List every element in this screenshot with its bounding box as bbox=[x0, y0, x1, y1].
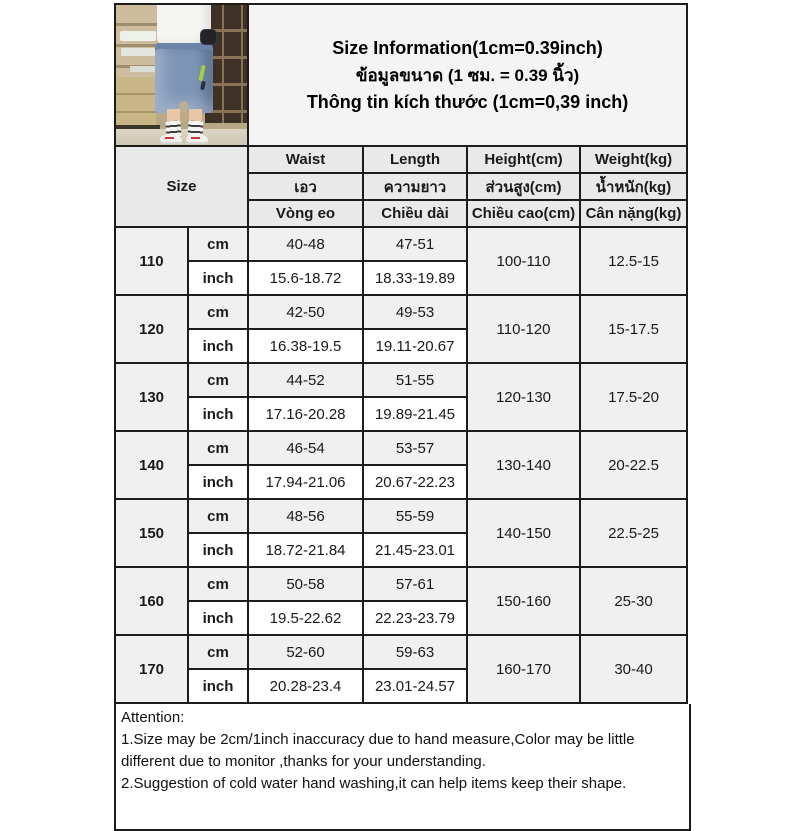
height-range: 150-160 bbox=[467, 567, 580, 635]
weight-range: 20-22.5 bbox=[580, 431, 687, 499]
waist-header-th: เอว bbox=[248, 173, 363, 200]
table-row-140-cm bbox=[115, 431, 687, 465]
size-value: 120 bbox=[115, 295, 188, 363]
height-range: 100-110 bbox=[467, 227, 580, 295]
size-value: 110 bbox=[115, 227, 188, 295]
sneaker-right bbox=[186, 135, 208, 144]
table-row-120-cm bbox=[115, 295, 687, 329]
length-inch: 20.67-22.23 bbox=[363, 465, 467, 499]
length-cm: 59-63 bbox=[363, 635, 467, 669]
waist-inch: 19.5-22.62 bbox=[248, 601, 363, 635]
length-cm: 49-53 bbox=[363, 295, 467, 329]
length-cm: 57-61 bbox=[363, 567, 467, 601]
waist-cm: 48-56 bbox=[248, 499, 363, 533]
unit-cm: cm bbox=[188, 363, 248, 397]
weight-range: 17.5-20 bbox=[580, 363, 687, 431]
attention-heading: Attention: bbox=[121, 709, 185, 726]
height-header-en: Height(cm) bbox=[467, 146, 580, 173]
weight-range: 15-17.5 bbox=[580, 295, 687, 363]
length-header-en: Length bbox=[363, 146, 467, 173]
wrist-watch bbox=[201, 30, 216, 44]
attention-note1-line1: 1.Size may be 2cm/1inch inaccuracy due to hand measure,Color may be little bbox=[121, 731, 635, 748]
height-range: 140-150 bbox=[467, 499, 580, 567]
shelf-items bbox=[120, 31, 156, 41]
waist-inch: 17.16-20.28 bbox=[248, 397, 363, 431]
weight-range: 22.5-25 bbox=[580, 499, 687, 567]
size-info-title-cell bbox=[248, 4, 687, 146]
waist-cm: 52-60 bbox=[248, 635, 363, 669]
waist-header-vi: Vòng eo bbox=[248, 200, 363, 227]
table-row-130-cm bbox=[115, 363, 687, 397]
title-thai: ข้อมูลขนาด (1 ซม. = 0.39 นิ้ว) bbox=[355, 65, 580, 85]
title-vietnamese: Thông tin kích thước (1cm=0,39 inch) bbox=[306, 91, 629, 112]
waist-inch: 20.28-23.4 bbox=[248, 669, 363, 703]
length-inch: 21.45-23.01 bbox=[363, 533, 467, 567]
weight-header-th: น้ำหนัก(kg) bbox=[580, 173, 687, 200]
length-inch: 19.11-20.67 bbox=[363, 329, 467, 363]
length-inch: 18.33-19.89 bbox=[363, 261, 467, 295]
unit-inch: inch bbox=[188, 397, 248, 431]
unit-inch: inch bbox=[188, 261, 248, 295]
unit-cm: cm bbox=[188, 567, 248, 601]
weight-range: 25-30 bbox=[580, 567, 687, 635]
size-value: 160 bbox=[115, 567, 188, 635]
waist-header-en: Waist bbox=[248, 146, 363, 173]
header-row-english bbox=[115, 146, 687, 173]
unit-cm: cm bbox=[188, 431, 248, 465]
size-chart-sheet bbox=[114, 3, 686, 831]
unit-inch: inch bbox=[188, 329, 248, 363]
size-value: 150 bbox=[115, 499, 188, 567]
size-value: 170 bbox=[115, 635, 188, 703]
height-header-vi: Chiều cao(cm) bbox=[467, 200, 580, 227]
unit-inch: inch bbox=[188, 533, 248, 567]
weight-header-vi: Cân nặng(kg) bbox=[580, 200, 687, 227]
waist-cm: 44-52 bbox=[248, 363, 363, 397]
unit-cm: cm bbox=[188, 227, 248, 261]
table-row-170-cm bbox=[115, 635, 687, 669]
unit-cm: cm bbox=[188, 635, 248, 669]
length-cm: 55-59 bbox=[363, 499, 467, 533]
unit-inch: inch bbox=[188, 669, 248, 703]
attention-note1-line2: different due to monitor ,thanks for your understanding. bbox=[121, 753, 486, 770]
attention-note2: 2.Suggestion of cold water hand washing,it can help items keep their shape. bbox=[121, 775, 627, 792]
length-header-th: ความยาว bbox=[363, 173, 467, 200]
size-column-header: Size bbox=[115, 146, 248, 227]
size-value: 140 bbox=[115, 431, 188, 499]
height-range: 110-120 bbox=[467, 295, 580, 363]
unit-cm: cm bbox=[188, 499, 248, 533]
unit-cm: cm bbox=[188, 295, 248, 329]
weight-header-en: Weight(kg) bbox=[580, 146, 687, 173]
length-inch: 19.89-21.45 bbox=[363, 397, 467, 431]
product-photo bbox=[116, 5, 247, 145]
waist-cm: 40-48 bbox=[248, 227, 363, 261]
attention-notes bbox=[114, 704, 691, 831]
height-range: 160-170 bbox=[467, 635, 580, 703]
length-cm: 53-57 bbox=[363, 431, 467, 465]
size-value: 130 bbox=[115, 363, 188, 431]
table-row-160-cm bbox=[115, 567, 687, 601]
waist-inch: 18.72-21.84 bbox=[248, 533, 363, 567]
length-inch: 23.01-24.57 bbox=[363, 669, 467, 703]
length-inch: 22.23-23.79 bbox=[363, 601, 467, 635]
title-english: Size Information(1cm=0.39inch) bbox=[332, 37, 603, 58]
weight-range: 30-40 bbox=[580, 635, 687, 703]
table-row-110-cm bbox=[115, 227, 687, 261]
unit-inch: inch bbox=[188, 601, 248, 635]
product-photo-cell bbox=[115, 4, 248, 146]
waist-cm: 50-58 bbox=[248, 567, 363, 601]
length-cm: 51-55 bbox=[363, 363, 467, 397]
waist-inch: 15.6-18.72 bbox=[248, 261, 363, 295]
sneaker-left bbox=[160, 135, 182, 144]
unit-inch: inch bbox=[188, 465, 248, 499]
waist-inch: 17.94-21.06 bbox=[248, 465, 363, 499]
size-table bbox=[114, 3, 688, 704]
height-range: 120-130 bbox=[467, 363, 580, 431]
waist-cm: 46-54 bbox=[248, 431, 363, 465]
weight-range: 12.5-15 bbox=[580, 227, 687, 295]
title-row bbox=[115, 4, 687, 146]
height-header-th: ส่วนสูง(cm) bbox=[467, 173, 580, 200]
shorts-leg-gap bbox=[179, 101, 188, 113]
height-range: 130-140 bbox=[467, 431, 580, 499]
length-cm: 47-51 bbox=[363, 227, 467, 261]
waist-inch: 16.38-19.5 bbox=[248, 329, 363, 363]
length-header-vi: Chiều dài bbox=[363, 200, 467, 227]
table-row-150-cm bbox=[115, 499, 687, 533]
waist-cm: 42-50 bbox=[248, 295, 363, 329]
